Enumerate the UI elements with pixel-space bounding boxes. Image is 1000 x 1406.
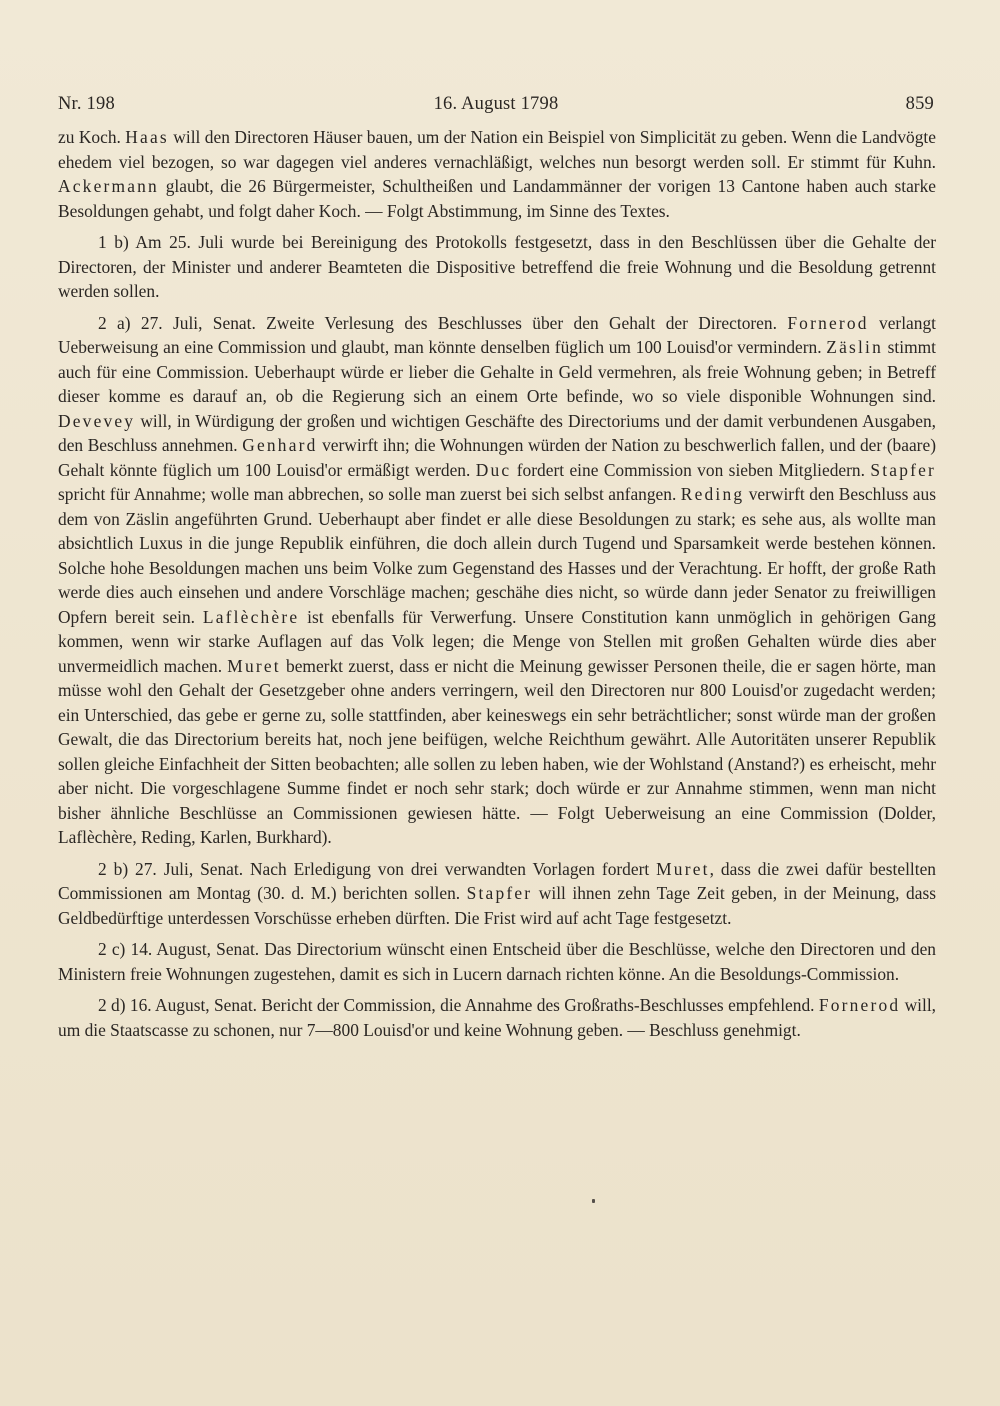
speaker-name: Reding	[680, 484, 745, 504]
body-text	[58, 125, 936, 1049]
ink-speck	[592, 1199, 595, 1203]
text-run: 2 b) 27. Juli, Senat. Nach Erledigung von drei verwandten Vorlagen fordert	[98, 858, 657, 879]
speaker-name: Muret	[656, 858, 710, 879]
running-head	[58, 94, 934, 118]
speaker-name: Haas	[125, 127, 169, 147]
text-run: fordert eine Commission von sieben Mitgliedern.	[511, 459, 871, 480]
speaker-name: Ackermann	[58, 176, 159, 196]
text-run: will den Directoren Häuser bauen, um der Nation ein Beispiel von Simplicität zu geben. Wenn die Landvögte ehedem viel bezogen, so war dagegen viel anderes vernachläßigt, welches nun besorgt werden soll. Er stimmt für Kuhn.	[58, 127, 936, 172]
text-run: will, in Würdigung der großen und wichtigen Geschäfte des Directoriums und der damit verbundenen Ausgaben, den Beschluss annehmen.	[58, 410, 936, 455]
text-run: verlangt Ueberweisung an eine Commission und glaubt, man könnte denselben füglich um 100 Louisd'or vermindern.	[58, 312, 936, 357]
speaker-name: Zäslin	[826, 337, 883, 357]
text-run: will, um die Staatscasse zu schonen, nur 7—800 Louisd'or und keine Wohnung geben. — Beschluss genehmigt.	[58, 995, 937, 1040]
header-date: 16. August 1798	[433, 94, 559, 114]
text-run: 1 b) Am 25. Juli wurde bei Bereinigung des Protokolls festgesetzt, dass in den Beschlüssen über die Gehalte der Directoren, der Minister und anderer Beamteten die Dispositive betreffend die freie Wohnung und die Besoldung getrennt werden sollen.	[58, 232, 936, 301]
text-run: bemerkt zuerst, dass er nicht die Meinung gewisser Personen theile, die er sagen hörte, man müsse wohl den Gehalt der Gesetzgeber ohne anders verringern, weil den Directoren nur 800 Louisd'or zugedacht werden; ein Unterschied, das gebe er gerne zu, solle stattfinden, aber keineswegs ein sehr beträchtlicher; sonst würde man der großen Gewalt, die das Directorium bereits hat, noch jene beifügen, welche Reichthum gewährt. Alle Autoritäten unserer Republik sollen gleiche Einfachheit der Sitten beobachten; alle sollen zu leben haben, wie der Wohlstand (Anstand?) es erheischt, mehr aber nicht. Die vorgeschlagene Summe findet er noch sehr stark; doch würde er zur Annahme stimmen, wenn man nicht bisher ähnliche Beschlüsse an Commissionen gewiesen hätte. — Folgt Ueberweisung an eine Commission (Dolder, Laflèchère, Reding, Karlen, Burkhard).	[58, 655, 936, 847]
paragraph-4	[58, 937, 936, 986]
speaker-name: Devevey	[58, 410, 136, 431]
speaker-name: Stapfer	[870, 459, 936, 480]
paragraph-0	[58, 125, 936, 223]
page-number: 859	[905, 94, 934, 114]
text-run: glaubt, die 26 Bürgermeister, Schultheißen und Landammänner der vorigen 13 Cantone haben auch starke Besoldungen gehabt, und folgt daher Koch. — Folgt Abstimmung, im Sinne des Textes.	[58, 176, 936, 221]
text-run: , dass die zwei dafür bestellten Commissionen am Montag (30. d. M.) berichten sollen.	[58, 858, 936, 903]
text-run: spricht für Annahme; wolle man abbrechen, so solle man zuerst bei sich selbst anfangen.	[58, 484, 681, 504]
speaker-name: Genhard	[242, 435, 318, 455]
text-run: verwirft den Beschluss aus dem von Zäslin angeführten Grund. Ueberhaupt aber findet er alle diese Besoldungen zu stark; es sehe aus, als wollte man absichtlich Luxus in die junge Republik einführen, die doch allein durch Tugend und Sparsamkeit werde bestehen können. Solche hohe Besoldungen machen uns beim Volke zum Gegenstand des Hasses und der Verachtung. Er hofft, der große Rath werde dies auch einsehen und andere Vorschläge machen; geschähe dies nicht, so würde dann jeder Senator zu freiwilligen Opfern bereit sein.	[58, 484, 936, 627]
paragraph-2	[58, 311, 936, 850]
speaker-name: Fornerod	[818, 995, 901, 1015]
text-run: ist ebenfalls für Verwerfung. Unsere Constitution kann unmöglich in gehörigen Gang kommen, wenn wir starke Auflagen auf das Volk legen; die Menge von Stellen mit großen Gehalten würde dies aber unvermeidlich machen.	[58, 606, 936, 676]
text-run: will ihnen zehn Tage Zeit geben, in der Meinung, dass Geldbedürftige unterdessen Vorschüsse erheben dürften. Die Frist wird auf acht Tage festgesetzt.	[58, 883, 936, 928]
paragraph-1	[58, 230, 936, 304]
speaker-name: Laflèchère	[202, 606, 300, 627]
paragraph-3	[58, 857, 936, 931]
speaker-name: Fornerod	[787, 312, 869, 333]
text-run: stimmt auch für eine Commission. Ueberhaupt würde er lieber die Gehalte in Geld vermehren, als freie Wohnung geben; in Betreff dieser komme es darauf an, ob die Regierung sich an einem Orte befinde, wo so viele disponible Wohnungen sind.	[58, 337, 936, 406]
text-run: verwirft ihn; die Wohnungen würden der Nation zu beschwerlich fallen, und der (baare) Gehalt könnte füglich um 100 Louisd'or ermäßigt werden.	[58, 435, 936, 480]
speaker-name: Stapfer	[466, 883, 533, 903]
text-run: 2 d) 16. August, Senat. Bericht der Commission, die Annahme des Großraths-Beschlusses empfehlend.	[98, 995, 819, 1015]
text-run: 2 a) 27. Juli, Senat. Zweite Verlesung des Beschlusses über den Gehalt der Directoren.	[98, 312, 788, 333]
paragraph-5	[58, 993, 936, 1042]
speaker-name: Muret	[227, 655, 281, 676]
text-run: 2 c) 14. August, Senat. Das Directorium wünscht einen Entscheid über die Beschlüsse, welche den Directoren und den Ministern freie Wohnungen zugestehen, damit es sich in Lucern darnach richten könne. An die Besoldungs-Commission.	[58, 939, 936, 984]
document-number: Nr. 198	[58, 94, 115, 114]
speaker-name: Duc	[475, 459, 512, 480]
text-run: zu Koch.	[58, 127, 126, 147]
